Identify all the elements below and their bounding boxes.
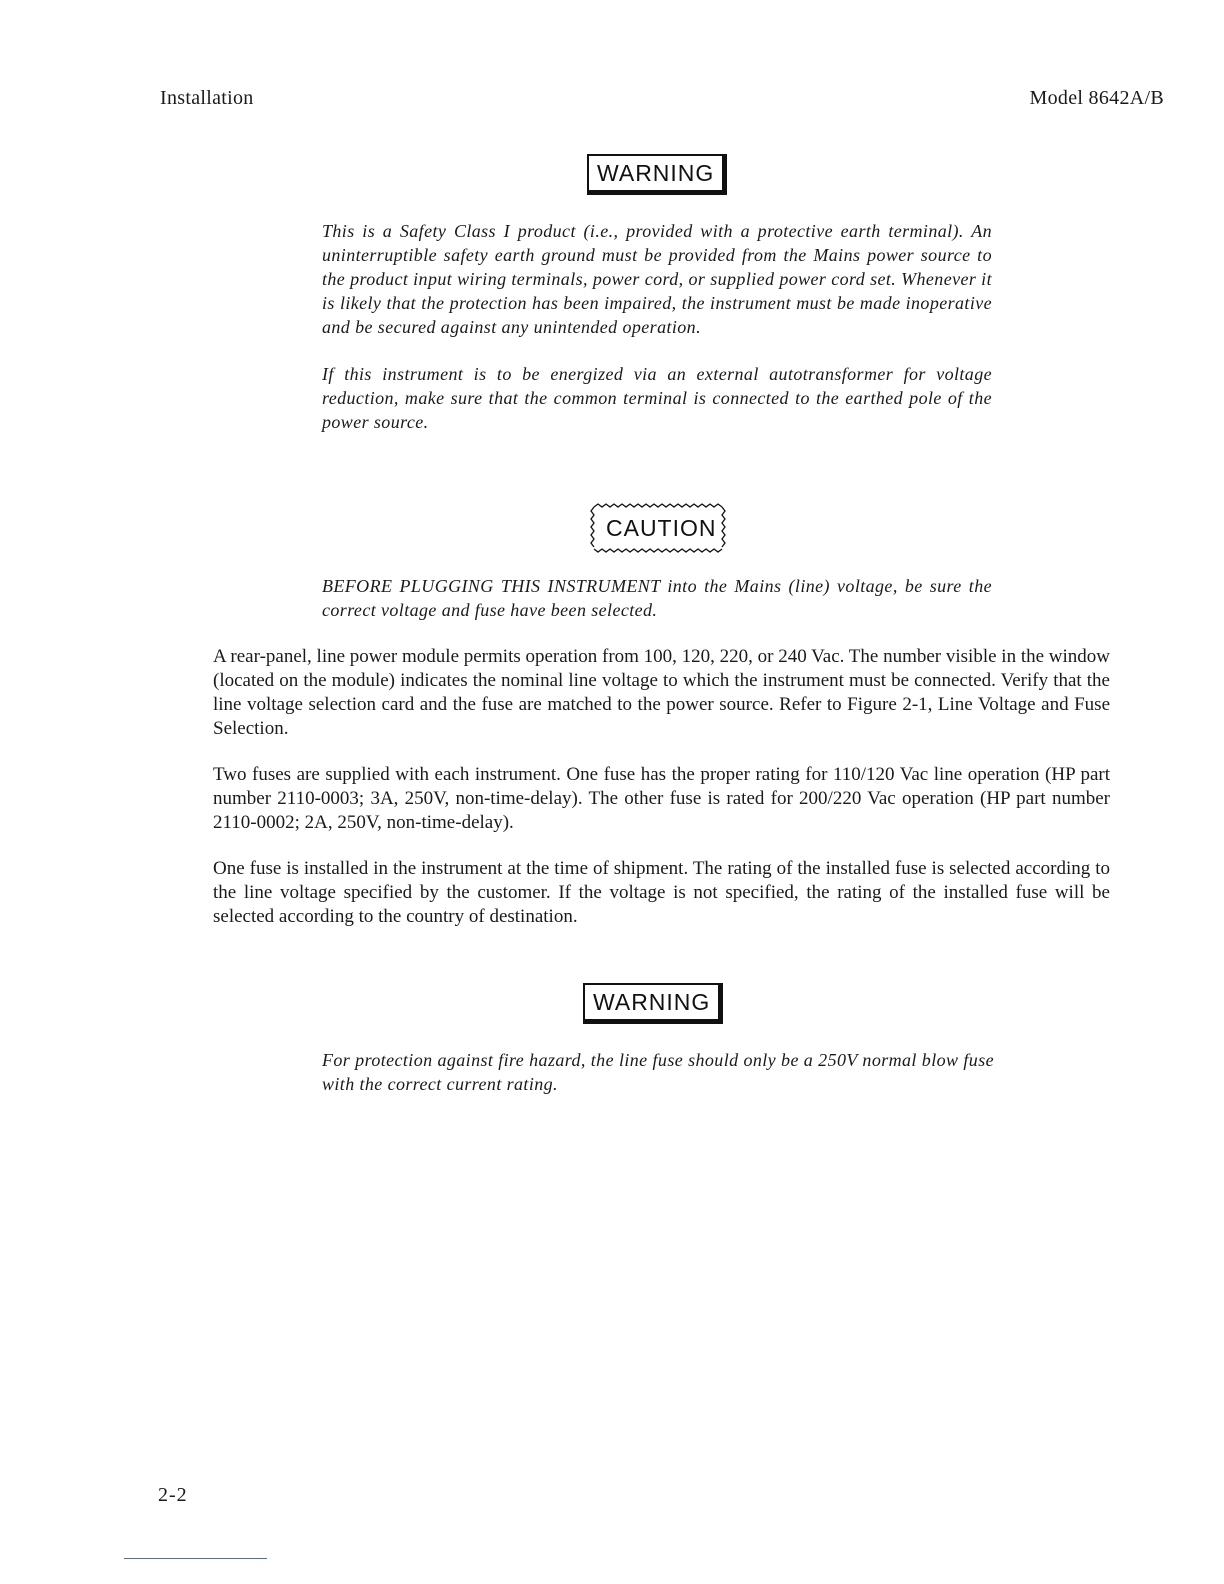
warning-badge: WARNING [587, 154, 727, 195]
caution-badge [590, 503, 726, 553]
warning-text-block [322, 219, 992, 434]
fire-warning-text-block [322, 1048, 994, 1096]
warning-badge: WARNING [583, 983, 723, 1024]
body-paragraph: A rear-panel, line power module permits operation from 100, 120, 220, or 240 Vac. The number visible in the window (located on the module) indicates the nominal line voltage to which the instrument must be connected. Verify that the line voltage selection card and the fuse are matched to the power source. Refer to Figure 2-1, Line Voltage and Fuse Selection. [213, 646, 1110, 739]
caution-label: CAUTION [606, 515, 717, 541]
model-header: Model 8642A/B [1029, 87, 1164, 109]
caution-text-block [322, 574, 992, 622]
body-paragraph: One fuse is installed in the instrument at the time of shipment. The rating of the installed fuse is selected according to the line voltage specified by the customer. If the voltage is not specified, the rating of the installed fuse will be selected according to the country of destination. [213, 858, 1110, 927]
warning-paragraph: This is a Safety Class I product (i.e., provided with a protective earth terminal). An uninterruptible safety earth ground must be provided from the Mains power source to the product input wiring terminals, power cord, or supplied power cord set. Whenever it is likely that the protection has been impaired, the instrument must be made inoperative and be secured against any unintended operation. [322, 221, 992, 337]
caution-paragraph: BEFORE PLUGGING THIS INSTRUMENT into the Mains (line) voltage, be sure the correct voltage and fuse have been selected. [322, 576, 992, 620]
warning-paragraph: For protection against fire hazard, the line fuse should only be a 250V normal blow fuse with the correct current rating. [322, 1050, 994, 1094]
section-header: Installation [160, 87, 254, 109]
page-number: 2-2 [158, 1484, 188, 1506]
warning-paragraph: If this instrument is to be energized via an external autotransformer for voltage reduction, make sure that the common terminal is connected to the earthed pole of the power source. [322, 364, 992, 432]
body-paragraph: Two fuses are supplied with each instrument. One fuse has the proper rating for 110/120 Vac line operation (HP part number 2110-0003; 3A, 250V, non-time-delay). The other fuse is rated for 200/220 Vac operation (HP part number 2110-0002; 2A, 250V, non-time-delay). [213, 764, 1110, 833]
footer-divider [124, 1558, 267, 1559]
body-text-block [213, 645, 1110, 929]
